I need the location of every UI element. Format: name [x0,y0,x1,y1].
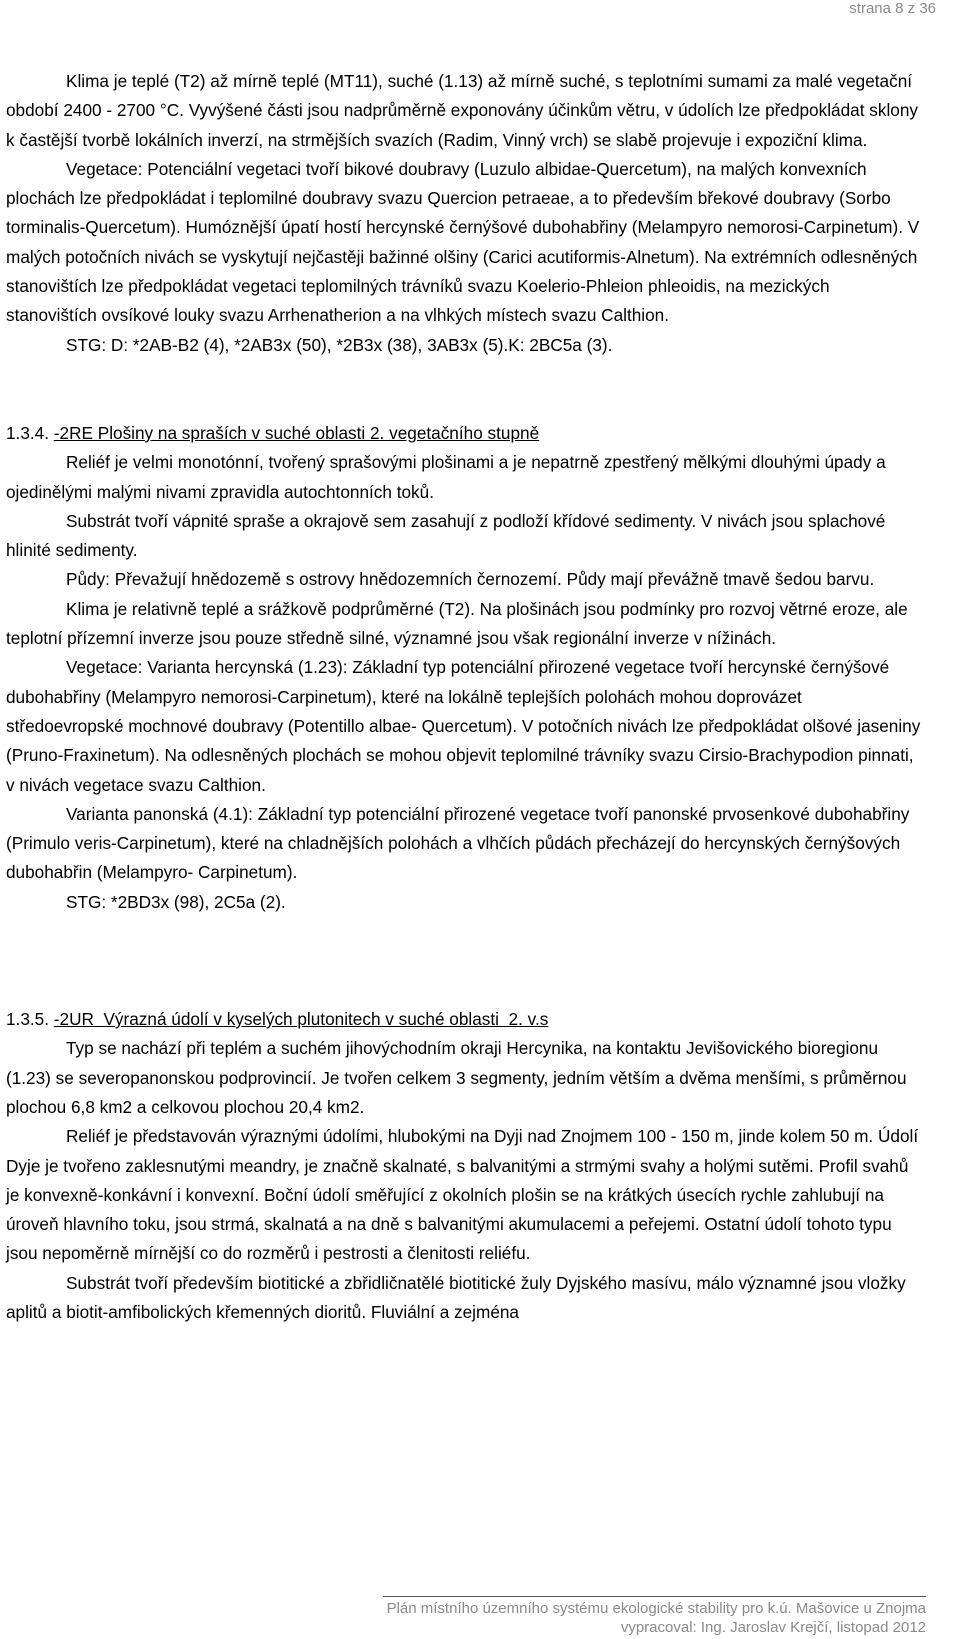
section-title: -2RE Plošiny na spraších v suché oblasti 2. vegetačního stupně [53,422,540,443]
paragraph-substrate: Substrát tvoří vápnité spraše a okrajově sem zasahují z podloží křídové sedimenty. V nivách jsou splachové hlinité sedimenty. [6,510,886,561]
paragraph-climate: Klima je teplé (T2) až mírně teplé (MT11), suché (1.13) až mírně suché, s teplotními sumami za malé vegetační období 2400 - 2700 °C. Vyvýšené části jsou nadprůměrně exponovány účinkům větru, v údolích lze předpokládat sklony k častější tvorbě lokálních inverzí, na strmějších svazích (Radim, Vinný vrch) se slabě projevuje i expoziční klima. [6,71,918,150]
section-number: 1.3.4. [6,422,50,443]
paragraph-vegetation: Vegetace: Potenciální vegetaci tvoří bikové doubravy (Luzulo albidae-Quercetum), na malých konvexních plochách lze předpokládat i teplomilné doubravy svazu Quercion petraeae, a to především břekové doubravy (Sorbo torminalis-Quercetum). Humóznější úpatí hostí hercynské černýšové dubohabřiny (Melampyro nemorosi-Carpinetum). V malých potočních nivách se vyskytují nejčastěji bažinné olšiny (Carici acutiformis-Alnetum). Na extrémních odlesněných stanovištích lze předpokládat vegetaci teplomilných trávníků svazu Koelerio-Phleion phleoidis, na mezických stanovištích ovsíkové louky svazu Arrhenatherion a na vlhkých místech svazu Calthion. [6,158,920,326]
paragraph-vegetation-pannonian: Varianta panonská (4.1): Základní typ potenciální přirozené vegetace tvoří panonské prvosenkové dubohabřiny (Primulo veris-Carpinetum), které na chladnějších polohách a vlhčích půdách přecházejí do hercynských černýšových dubohabřin (Melampyro- Carpinetum). [6,803,910,883]
section-number: 1.3.5. [6,1009,50,1030]
paragraph-stg: STG: D: *2AB-B2 (4), *2AB3x (50), *2B3x (38), 3AB3x (5).K: 2BC5a (3). [66,334,613,355]
paragraph-substrate: Substrát tvoří především biotitické a zbřidličnatělé biotitické žuly Dyjského masívu, málo významné jsou vložky aplitů a biotit-amfibolických křemenných dioritů. Fluviální a zejména [6,1272,906,1322]
paragraph-location: Typ se nachází při teplém a suchém jihovýchodním okraji Hercynika, na kontaktu Jevišovického bioregionu (1.23) se severopanonskou podprovincií. Je tvořen celkem 3 segmenty, jedním větším a dvěma menšími, s průměrnou plochou 6,8 km2 a celkovou plochou 20,4 km2. [6,1038,907,1117]
paragraph-climate: Klima je relativně teplé a srážkově podprůměrné (T2). Na plošinách jsou podmínky pro rozvoj větrné eroze, ale teplotní přízemní inverze jsou pouze středně silné, významné jsou však regionální inverze v nížinách. [6,598,908,649]
footer-author: vypracoval: Ing. Jaroslav Krejčí, listopad 2012 [620,1619,926,1636]
footer-divider [383,1596,926,1597]
page-footer [387,1599,926,1637]
document-body [6,67,924,1327]
paragraph-stg: STG: *2BD3x (98), 2C5a (2). [66,891,286,912]
section-title: -2UR Výrazná údolí v kyselých plutonitech v suché oblasti 2. v.s [53,1009,549,1030]
page-number: strana 8 z 36 [849,0,936,17]
footer-project-title: Plán místního územního systému ekologické stability pro k.ú. Mašovice u Znojma [386,1600,926,1617]
paragraph-vegetation-hercynian: Vegetace: Varianta hercynská (1.23): Základní typ potenciální přirozené vegetace tvoří hercynské černýšové dubohabřiny (Melampyro nemorosi-Carpinetum), které na lokálně teplejších polohách mohou doprovázet středoevropské mochnové doubravy (Potentillo albae- Quercetum). V potočních nivách lze předpokládat olšové jaseniny (Pruno-Fraxinetum). Na odlesněných plochách se mohou objevit teplomilné trávníky svazu Cirsio-Brachypodion pinnati, v nivách vegetace svazu Calthion. [6,657,921,795]
paragraph-relief: Reliéf je představován výraznými údolími, hlubokými na Dyji nad Znojmem 100 - 150 m, jinde kolem 50 m. Údolí Dyje je tvořeno zaklesnutými meandry, je značně skalnaté, s balvanitými a strmými svahy a holými sutěmi. Profil svahů je konvexně-konkávní i konvexní. Boční údolí směřující z okolních plošin se na krátkých úsecích rychle zahlubují na úroveň hlavního toku, jsou strmá, skalnatá a na dně s balvanitými akumulacemi a peřejemi. Ostatní údolí tohoto typu jsou nepoměrně mírnější co do rozměrů i pestrosti a členitosti reliéfu. [6,1126,919,1264]
paragraph-soils: Půdy: Převažují hnědozemě s ostrovy hnědozemních černozemí. Půdy mají převážně tmavě šedou barvu. [66,569,875,590]
paragraph-relief: Reliéf je velmi monotónní, tvořený sprašovými plošinami a je nepatrně zpestřený mělkými dlouhými úpady a ojedinělými malými nivami zpravidla autochtonních toků. [6,452,886,502]
section-heading-1-3-4 [6,419,924,448]
section-heading-1-3-5 [6,1005,924,1034]
